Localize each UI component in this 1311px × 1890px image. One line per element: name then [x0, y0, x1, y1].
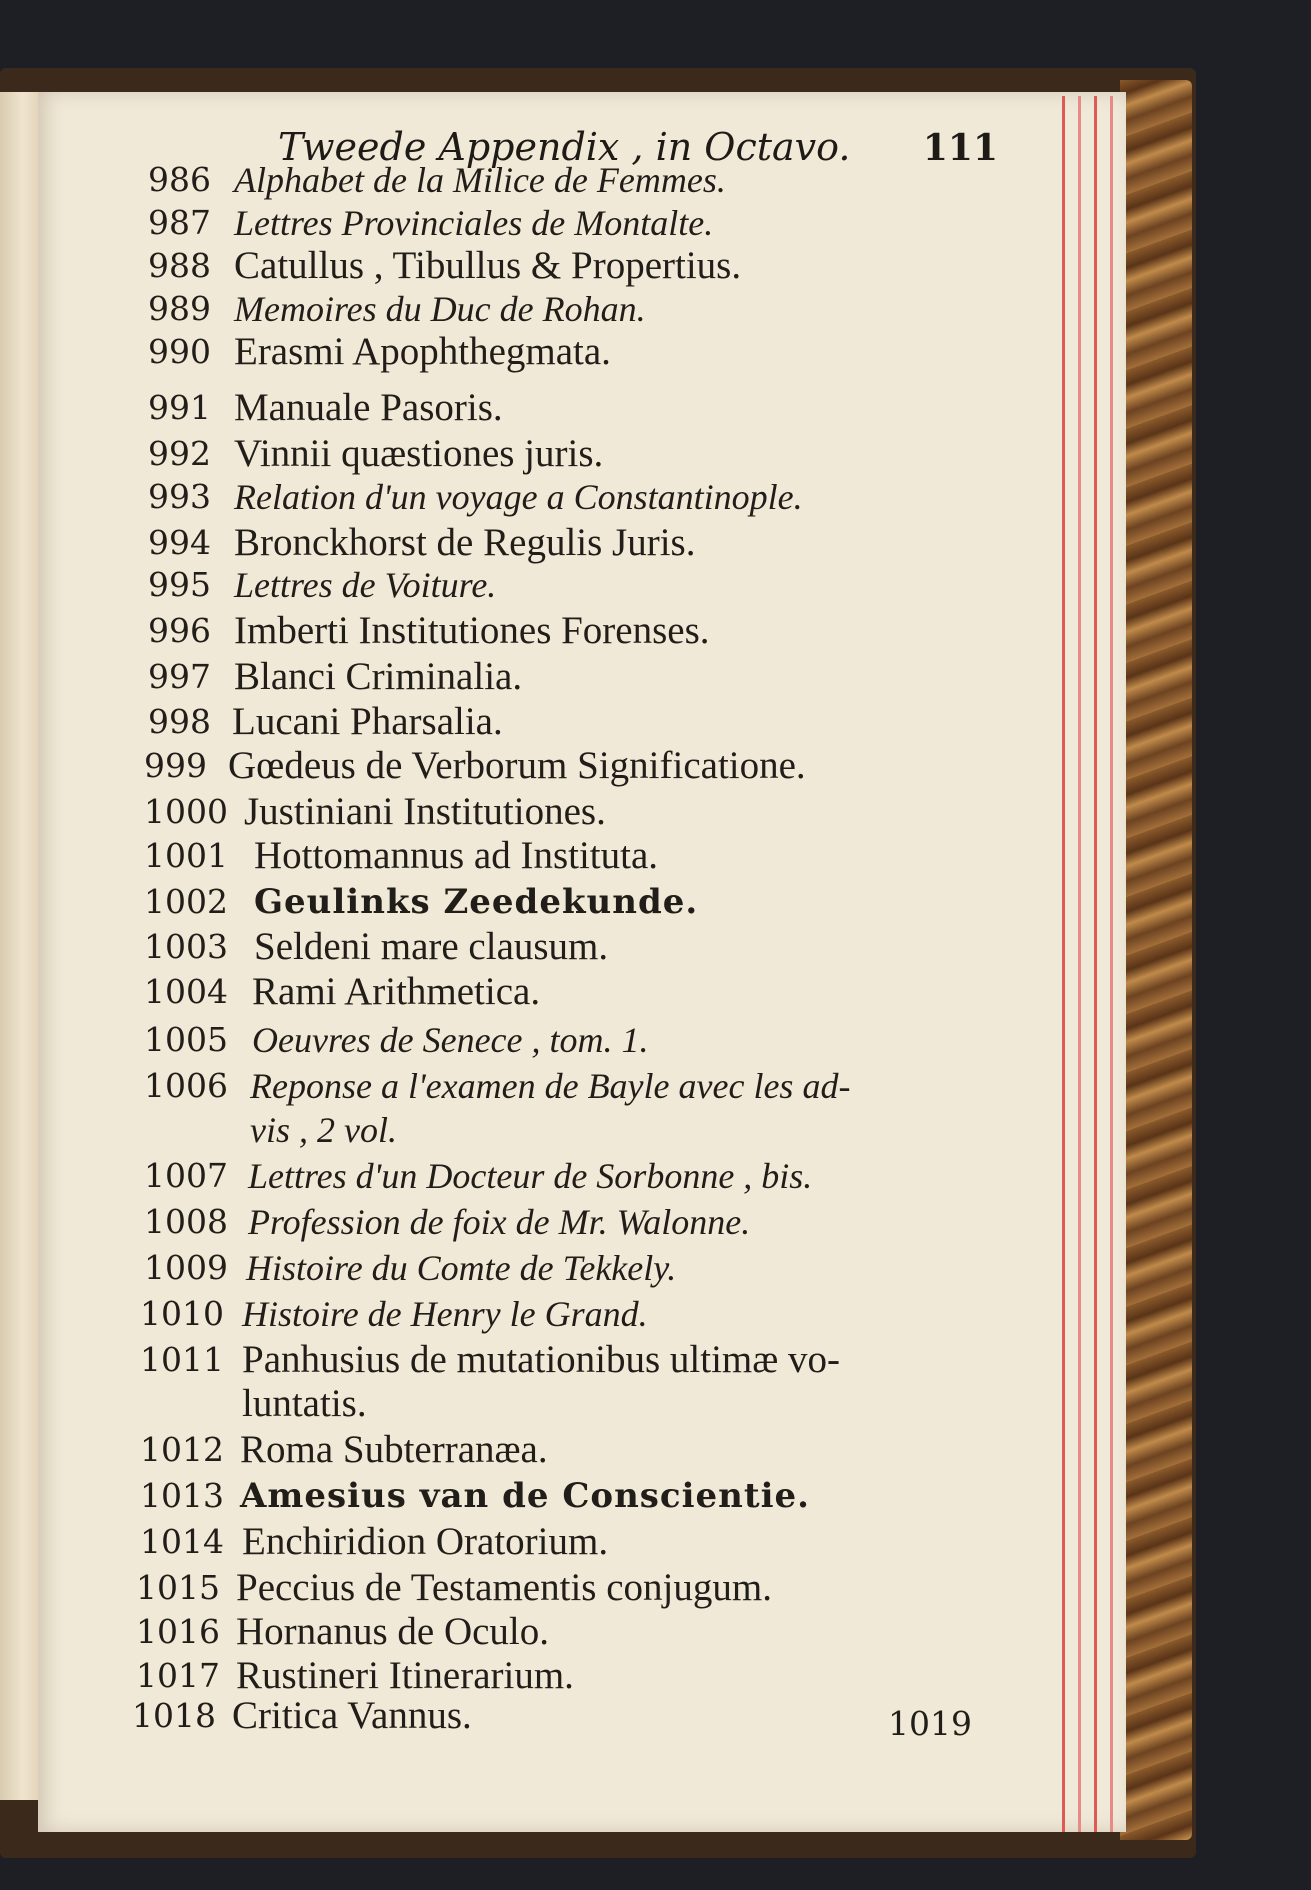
entry-title: Lettres d'un Docteur de Sorbonne , bis.: [248, 1156, 813, 1196]
entry-title: Histoire de Henry le Grand.: [242, 1294, 648, 1334]
entry-number: 1011: [140, 1340, 224, 1379]
red-page-edge: [1110, 96, 1113, 1832]
entry-number: 1000: [144, 792, 228, 831]
entry-number: 1017: [136, 1656, 220, 1695]
entry-number: 991: [148, 388, 211, 427]
entry-title: Hornanus de Oculo.: [236, 1610, 550, 1653]
entry-title: Erasmi Apophthegmata.: [234, 330, 611, 373]
entry-number: 1009: [144, 1248, 228, 1287]
entry-number: 1004: [144, 972, 228, 1011]
entry-number: 1006: [144, 1066, 228, 1105]
entry-continuation: vis , 2 vol.: [250, 1110, 397, 1150]
entry-title: Lucani Pharsalia.: [232, 700, 503, 743]
entry-number: 1010: [140, 1294, 224, 1333]
entry-number: 989: [148, 289, 211, 328]
entry-title: Blanci Criminalia.: [234, 655, 523, 698]
entry-number: 992: [148, 434, 211, 473]
entry-number: 1001: [144, 836, 228, 875]
entry-title: Geulinks Zeedekunde.: [254, 882, 699, 922]
entry-title: Relation d'un voyage a Constantinople.: [234, 477, 803, 517]
entry-number: 1003: [144, 927, 228, 966]
entry-number: 1005: [144, 1020, 228, 1059]
running-head: Tweede Appendix , in Octavo.: [278, 125, 851, 169]
entry-title: Manuale Pasoris.: [234, 386, 503, 429]
entry-number: 994: [148, 523, 211, 562]
entry-number: 1007: [144, 1156, 228, 1195]
entry-number: 1013: [140, 1476, 224, 1515]
entry-title: Lettres Provinciales de Montalte.: [234, 203, 714, 243]
entry-title: Roma Subterranæa.: [240, 1428, 548, 1471]
entry-title: Oeuvres de Senece , tom. 1.: [252, 1020, 649, 1060]
entry-number: 1012: [140, 1430, 224, 1469]
entry-number: 1018: [132, 1696, 216, 1735]
entry-number: 988: [148, 246, 211, 285]
entry-title: Rami Arithmetica.: [252, 970, 541, 1013]
entry-number: 997: [148, 657, 211, 696]
entry-title: Hottomannus ad Instituta.: [254, 834, 659, 877]
entry-title: Memoires du Duc de Rohan.: [234, 289, 646, 329]
entry-title: Peccius de Testamentis conjugum.: [236, 1566, 772, 1609]
red-page-edge: [1094, 96, 1097, 1832]
entry-number: 1016: [136, 1612, 220, 1651]
entry-number: 987: [148, 203, 211, 242]
catchword: 1019: [888, 1704, 972, 1743]
entry-title: Alphabet de la Milice de Femmes.: [234, 160, 726, 200]
entry-number: 986: [148, 160, 211, 199]
entry-number: 995: [148, 565, 211, 604]
entry-number: 1002: [144, 882, 228, 921]
entry-number: 996: [148, 611, 211, 650]
facing-page-edge: [0, 92, 40, 1800]
entry-title: Seldeni mare clausum.: [254, 925, 609, 968]
entry-number: 1015: [136, 1568, 220, 1607]
entry-title: Imberti Institutiones Forenses.: [234, 609, 710, 652]
entry-title: Amesius van de Conscientie.: [240, 1476, 810, 1516]
entry-number: 990: [148, 332, 211, 371]
entry-title: Reponse a l'examen de Bayle avec les ad-: [250, 1066, 851, 1106]
entry-title: Histoire du Comte de Tekkely.: [246, 1248, 677, 1288]
entry-title: Lettres de Voiture.: [234, 565, 497, 605]
red-page-edge: [1078, 96, 1081, 1832]
entry-continuation: luntatis.: [242, 1382, 367, 1425]
entry-title: Bronckhorst de Regulis Juris.: [234, 521, 696, 564]
red-page-edge: [1062, 96, 1065, 1832]
entry-title: Critica Vannus.: [232, 1694, 472, 1737]
entry-title: Rustineri Itinerarium.: [236, 1654, 574, 1697]
entry-title: Justiniani Institutiones.: [244, 790, 606, 833]
entry-number: 1008: [144, 1202, 228, 1241]
entry-number: 999: [144, 746, 207, 785]
entry-number: 993: [148, 477, 211, 516]
entry-title: Enchiridion Oratorium.: [242, 1520, 609, 1563]
entry-number: 998: [148, 702, 211, 741]
entry-number: 1014: [140, 1522, 224, 1561]
entry-title: Gœdeus de Verborum Significatione.: [228, 744, 806, 787]
page-number: 111: [922, 127, 998, 169]
entry-title: Vinnii quæstiones juris.: [234, 432, 604, 475]
marbled-edge: [1120, 80, 1192, 1840]
entry-title: Catullus , Tibullus & Propertius.: [234, 244, 742, 287]
entry-title: Panhusius de mutationibus ultimæ vo-: [242, 1338, 841, 1381]
entry-title: Profession de foix de Mr. Walonne.: [248, 1202, 751, 1242]
